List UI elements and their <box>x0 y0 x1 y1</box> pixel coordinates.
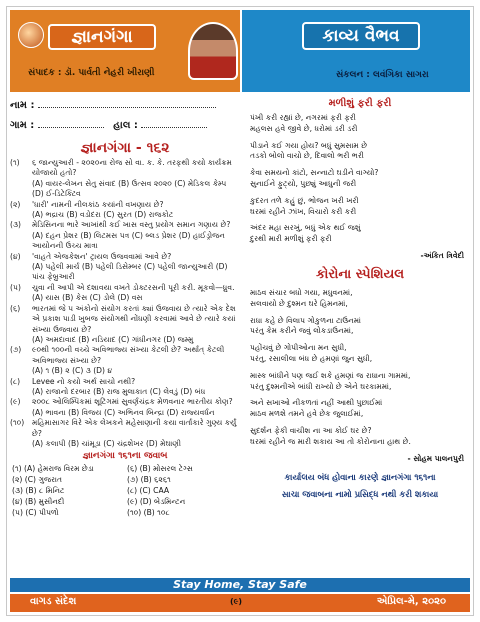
stay-home-banner: Stay Home, Stay Safe <box>10 578 470 592</box>
poem-line: સલવાયો છે દુશ્મન ઘરે હિમનમાં, <box>250 298 348 308</box>
poem-line: તડકો બોલો વાચો છે, દિવાલો ભરી ભરી <box>250 151 364 161</box>
quiz-question-line <box>10 231 240 252</box>
poem-line: માઠવ મળશે તમને હવે છેક જુલાઈમાં, <box>250 409 364 419</box>
quiz-question-line <box>10 345 240 366</box>
editor-photo <box>188 22 238 80</box>
quiz-question-line <box>10 335 240 345</box>
question-text: 'ધારી' નામની નીલકાંઠ કયાંની વખણાય છે? <box>32 199 164 209</box>
question-text: (A) પહેલી માર્ચ (B) પહેલી ડિસેમ્બર (C) પહેલી જાન્યુઆરી (D) પાંચ ફેબ્રુઆરી <box>32 262 228 282</box>
question-number <box>10 262 32 283</box>
poem1-title: મળીશું ફરી ફરી <box>328 98 392 109</box>
question-number: (૬) <box>10 303 21 313</box>
footer-bar <box>10 594 470 612</box>
answer-item: (૩) (B) ૮ મિનિટ <box>12 486 65 496</box>
question-text: ૯૦થી ૧૦૦ની વચ્ચે અવિભાજ્ય સંખ્યા કેટલી છે? અર્થાત્ કેટલી અવિભાજ્ય સંખ્યા છે? <box>32 345 225 365</box>
poem1-author: -અંકિત ત્રિવેદી <box>420 250 464 260</box>
question-text: (A) વાયર-લેખન સેતુ સંવાદ (B) ઉત્સવ ૨૦૨૦ (C) મેડિકલ કેમ્પ (D) ઈ-ડિટેક્ટિવ <box>32 178 227 199</box>
poem-line: સુદર્શન ફેકી વાચીશ ના આ કોઈ ઘર છે? <box>250 425 372 435</box>
quiz-question-line <box>10 304 240 335</box>
question-number: (૯) <box>10 397 21 407</box>
quiz-question-line <box>10 210 240 220</box>
quiz-question-line <box>10 283 240 293</box>
question-number: (૩) <box>10 220 21 230</box>
question-number <box>10 335 32 345</box>
poem2-title: કોરોના સ્પેશિયલ <box>315 266 405 282</box>
poem-stanza <box>250 141 470 163</box>
poem-stanza <box>250 426 470 448</box>
poem-line: પહોંચવું છે ગોપીઓના મન સુધી, <box>250 343 347 353</box>
poem-stanza <box>250 343 470 365</box>
poem-line: પરંતુ દુશ્મનીએ બાંધી રાખ્યો છે એને ઘરકામમાં, <box>250 381 392 391</box>
quiz-question-line <box>10 293 240 303</box>
poem-line: માસ્ક બાંધીને પણ જઈ શકે હમણાં જ રાધાના ગામમાં, <box>250 370 411 380</box>
quiz-question-line <box>10 220 240 230</box>
question-list <box>10 158 240 449</box>
question-text: મહિમાસાગર વિરે એક લેખકને મહેસાણાની કયા વાર્તાકારે ગુણ્ય કર્યું છે? <box>32 418 237 438</box>
answer-item: (૫) (C) પીપળો <box>12 508 59 518</box>
question-text: (A) અમદાવાદ (B) નડિયાદ (C) ગાંધીનગર (D) જમ્મુ <box>32 334 194 344</box>
poem-line: અંદર મહા સરખું, બધું એક થઈ જશું <box>250 223 361 233</box>
quiz-question-line <box>10 408 240 418</box>
answer-list <box>10 463 240 518</box>
poem-line: ઘરમાં રહીને ઝાંખ, વિચારો કરી કરી <box>250 206 357 216</box>
question-text: 'વાહતે એજકેશન' ટ્રાયલ ઉજવવામાં આવે છે? <box>32 251 172 261</box>
poem-line: રાધા કહે છે વિલાપ ગોકુળના ટાઉનમાં <box>250 315 362 325</box>
question-text: (A) ભદ્રાચ (B) વડોદરા (C) સુરત (D) રાજકોટ <box>32 210 174 220</box>
village-input-line[interactable] <box>38 127 104 128</box>
notice-line-1: કાર્યાલય બંધ હોવાના કારણે જ્ઞાનગંગા ૧૬૧ના <box>284 471 436 482</box>
question-number <box>10 179 32 200</box>
poem1-body <box>250 113 470 245</box>
compiler-credit: સંકલન : લવંગિકા સાગરા <box>336 70 429 80</box>
question-text: ૬ જાન્યુઆરી - ૨૦૨૦ના રોજ સો વા. ક. કે. તરફથી કયો કાર્યક્રમ યોજાયો હતો? <box>32 158 232 178</box>
question-number <box>10 387 32 397</box>
editor-credit: સંપાદક : ડૉ. પાર્વતી નેહરી ખીરાણી <box>28 68 155 78</box>
poem-line: પરંતુ, રસાલીલા બંધ છે હમણાં જુન સુધી, <box>250 353 373 363</box>
question-number: (૨) <box>10 199 21 209</box>
poem-line: પંખી કરી રહ્યાં છે, નગરમાં ફરી ફરી <box>250 113 356 122</box>
question-text: મેડિસિનના ભારે આખાંથી કઈ ખાસ વસ્તુ પ્રયોગ સમાન ગણાય છે? <box>32 220 231 230</box>
question-text: (A) રાજાનો દરબાર (B) રાજ મુલાકાત (C) લેવડું (D) બંધ <box>32 386 206 396</box>
question-number <box>10 231 32 252</box>
page-number: (૯) <box>230 597 243 606</box>
question-number: (૧) <box>10 158 20 167</box>
question-text: ચુવા ની આપી એ દશાવયા વખતે ડોક્ટરસની પૂરી કરી. મૂકવો—ધ્રુવ. <box>32 282 235 292</box>
publication-name: વાગડ સંદેશ <box>30 596 77 607</box>
notice-line-2: સાચા જવાબના નામો પ્રસિદ્ધ નથી કરી શકાયા <box>281 488 439 499</box>
poem-stanza <box>250 223 470 245</box>
question-number: (૭) <box>10 345 22 355</box>
question-text: ભારતમાં જે ૫ અંકોનો સંયોગ કરતાં ક્યાં ઉજવાય છે ત્યારે એક દેશ એ પ્રકાશ પાડી ખુબજ સંયોગથી નોંધણી કરવામાં આવે છે ત્યારે કયાં સંખ્યા ઉજવાય છે? <box>32 303 236 334</box>
quiz-question-line <box>10 418 240 439</box>
poem-stanza <box>250 316 470 338</box>
quiz-question-line <box>10 179 240 200</box>
question-number <box>10 366 32 376</box>
question-text: (A) ૧ (B) ૨ (C) ૩ (D) ૪ <box>32 366 113 376</box>
answer-item: (૧) (A) હેમરાજ વિરમ છેડા <box>12 464 94 474</box>
question-text: (A) યાસ (B) કેસ (C) ડોલે (D) વસ <box>32 293 143 303</box>
poem-line: સુનાઈને ફુટ્યો, પુછ્યું આધુની જરી <box>250 178 357 188</box>
question-text: (A) કલાપી (B) ચાંમૂડા (C) ચંદ્રશેખર (D) મેઘાણી <box>32 438 182 448</box>
question-number <box>10 408 32 418</box>
poem-stanza <box>250 113 470 135</box>
poem-stanza <box>250 398 470 420</box>
poem-line: પરંતુ કેમ કરીને જવું લોકડાઉનમાં, <box>250 326 354 336</box>
gyanganga-title: જ્ઞાનગંગા <box>48 24 156 50</box>
brain-icon <box>18 22 44 48</box>
hal-input-line[interactable] <box>141 127 207 128</box>
poem-line: પીડાને કઈ ગયા હોય? બધું સુમસામ છે <box>250 140 368 150</box>
answer-item: (૨) (C) ગુજરાત <box>12 475 62 485</box>
poem-stanza <box>250 168 470 190</box>
question-text: (A) દહન પ્રેશર (B) લિટમસ પત્ર (C) બ્લડ પ્રેશર (D) હાઈડ્રોજન આયોનની ઉચ્ચ માત્રા <box>32 230 225 251</box>
answer-item: (૯) (D) બેડમિન્ટન <box>127 497 186 507</box>
answer-item: (૧૦) (B) ૧૦૮ <box>127 508 170 518</box>
poem-line: મહલસ હવે જીવે છે, ધરોમાં ડરી ડરી <box>250 123 358 133</box>
answer-item: (૭) (B) ૬૨૬૧ <box>127 475 171 485</box>
question-number: (૪) <box>10 251 21 261</box>
poem-line: અને સખાઓ નીકળતાં નહીં આથી પુછાઈમાં <box>250 398 383 408</box>
quiz-question-line <box>10 439 240 449</box>
kavya-vaibhav-header <box>242 10 470 92</box>
kavya-vaibhav-title: કાવ્ય વૈભવ <box>302 22 420 50</box>
question-number <box>10 210 32 220</box>
poem-line: કુદરત તળે કહું છું, ભોજન ખરી ખરી <box>250 195 359 205</box>
poem-stanza <box>250 371 470 393</box>
question-number: (૫) <box>10 282 21 292</box>
question-number: (૮) <box>10 376 21 386</box>
name-field: નામ : <box>10 98 240 118</box>
answer-title: જ્ઞાનગંગા ૧૬૧ના જવાબ <box>82 451 168 462</box>
question-text: (A) ભાવના (B) વિજય (C) અભિનવ બિન્દ્રા (D) રાજ્યવર્ધન <box>32 407 215 417</box>
quiz-question-line <box>10 252 240 262</box>
poem-line: ઘરમાં રહીને જ મારી શકાય આ તો કોરોનાના હાથ છે. <box>250 436 411 446</box>
question-text: Levee નો કયો અર્થ સાચો નથી? <box>32 376 136 386</box>
question-number: (૧૦) <box>10 418 25 428</box>
quiz-question-line <box>10 158 240 179</box>
gyanganga-header <box>10 10 240 92</box>
poem-line: દુરથી મારી મળીશું ફરી ફરી <box>250 234 332 244</box>
poem-stanza <box>250 288 470 310</box>
issue-date: એપ્રિલ-મે, ૨૦૨૦ <box>376 596 446 607</box>
poem2-body <box>250 288 470 448</box>
question-number <box>10 439 32 449</box>
answer-item: (૮) (C) CAA <box>127 486 170 496</box>
quiz-question-line <box>10 387 240 397</box>
name-input-line[interactable] <box>38 107 216 108</box>
quiz-question-line <box>10 377 240 387</box>
village-field: ગામ : હાલ : <box>10 118 240 138</box>
quiz-question-line <box>10 366 240 376</box>
quiz-title: જ્ઞાનગંગા - ૧૬૨ <box>80 140 170 156</box>
question-number <box>10 293 32 303</box>
quiz-question-line <box>10 262 240 283</box>
quiz-question-line <box>10 397 240 407</box>
quiz-column <box>10 98 240 518</box>
quiz-question-line <box>10 200 240 210</box>
poem-stanza <box>250 196 470 218</box>
poetry-column <box>250 98 470 500</box>
answer-item: (૪) (B) મુસીનદી <box>12 497 65 507</box>
answer-item: (૬) (B) મોસરલ ટેગ્સ <box>127 464 193 474</box>
poem2-author: - સોહમ પાલનપુરી <box>407 453 464 463</box>
poem-line: માઠવ સંચાર બધો ગયા, મધુવનમાં, <box>250 287 353 297</box>
question-text: ૨૦૦૮ ઓલિમ્પિકમાં શૂટિંગમાં સુવર્ણચંદ્રક મેળવનાર ભારતીય કોણ? <box>32 397 233 407</box>
poem-line: કેવા સમયનો કાંટો, સન્નાટો ઘડીને વાગ્યો? <box>250 168 379 178</box>
